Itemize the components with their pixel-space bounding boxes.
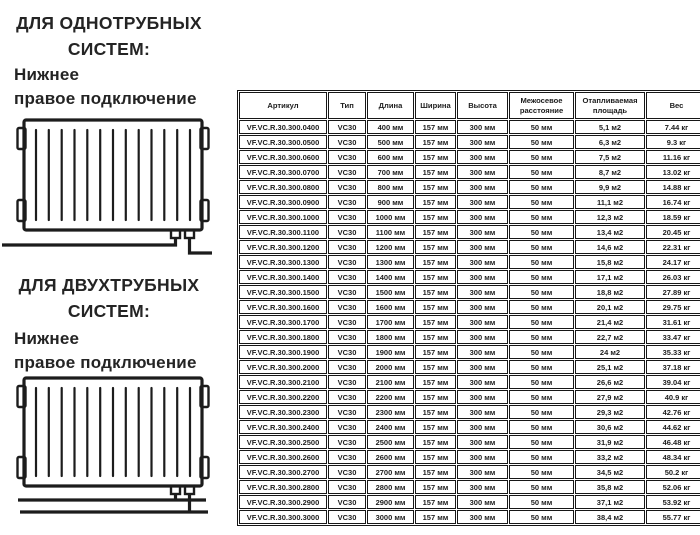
table-cell: 1100 мм — [367, 225, 414, 239]
table-cell: 300 мм — [457, 120, 508, 134]
table-cell: 50 мм — [509, 510, 574, 524]
table-cell: 9,9 м2 — [575, 180, 645, 194]
table-cell: 35.33 кг — [646, 345, 700, 359]
table-cell: VC30 — [328, 390, 366, 404]
table-cell: 50.2 кг — [646, 465, 700, 479]
table-cell: 1800 мм — [367, 330, 414, 344]
table-cell: 50 мм — [509, 360, 574, 374]
table-cell: 27.89 кг — [646, 285, 700, 299]
table-cell: VF.VC.R.30.300.2700 — [239, 465, 327, 479]
table-cell: 300 мм — [457, 420, 508, 434]
table-cell: VF.VC.R.30.300.2600 — [239, 450, 327, 464]
table-row — [239, 150, 700, 164]
table-cell: VF.VC.R.30.300.2500 — [239, 435, 327, 449]
table-cell: 39.04 кг — [646, 375, 700, 389]
table-cell: 300 мм — [457, 180, 508, 194]
table-cell: 50 мм — [509, 345, 574, 359]
table-cell: 25,1 м2 — [575, 360, 645, 374]
table-cell: VC30 — [328, 405, 366, 419]
table-cell: 600 мм — [367, 150, 414, 164]
table-cell: 2000 мм — [367, 360, 414, 374]
table-cell: 50 мм — [509, 225, 574, 239]
section-two-pipe-heading — [0, 272, 218, 324]
table-cell: 157 мм — [415, 165, 456, 179]
table-row — [239, 495, 700, 509]
table-cell: 300 мм — [457, 480, 508, 494]
table-cell: VF.VC.R.30.300.2300 — [239, 405, 327, 419]
table-row — [239, 450, 700, 464]
table-row — [239, 480, 700, 494]
table-cell: 26.03 кг — [646, 270, 700, 284]
table-cell: VC30 — [328, 135, 366, 149]
table-cell: 15,8 м2 — [575, 255, 645, 269]
section-one-pipe-heading — [0, 10, 218, 62]
table-cell: VF.VC.R.30.300.0400 — [239, 120, 327, 134]
subheading-line: правое подключение — [14, 353, 197, 372]
section-one-pipe-subheading — [14, 63, 224, 111]
spec-table-container — [237, 90, 699, 526]
table-cell: 900 мм — [367, 195, 414, 209]
table-cell: 8,7 м2 — [575, 165, 645, 179]
table-cell: VF.VC.R.30.300.1600 — [239, 300, 327, 314]
table-row — [239, 195, 700, 209]
heading-line: ДЛЯ ДВУХТРУБНЫХ — [18, 275, 200, 295]
table-cell: 157 мм — [415, 375, 456, 389]
table-row — [239, 345, 700, 359]
table-cell: VC30 — [328, 465, 366, 479]
table-cell: 300 мм — [457, 510, 508, 524]
table-cell: 44.62 кг — [646, 420, 700, 434]
table-cell: 7.44 кг — [646, 120, 700, 134]
table-cell: 24 м2 — [575, 345, 645, 359]
table-cell: 157 мм — [415, 240, 456, 254]
table-row — [239, 255, 700, 269]
table-cell: 300 мм — [457, 345, 508, 359]
table-cell: 50 мм — [509, 405, 574, 419]
table-cell: 5,1 м2 — [575, 120, 645, 134]
table-cell: VF.VC.R.30.300.1100 — [239, 225, 327, 239]
table-cell: 20,1 м2 — [575, 300, 645, 314]
table-cell: 300 мм — [457, 405, 508, 419]
table-cell: 52.06 кг — [646, 480, 700, 494]
table-row — [239, 225, 700, 239]
table-cell: VC30 — [328, 120, 366, 134]
table-cell: VC30 — [328, 330, 366, 344]
table-row — [239, 120, 700, 134]
table-cell: 157 мм — [415, 210, 456, 224]
table-cell: VF.VC.R.30.300.3000 — [239, 510, 327, 524]
table-cell: VF.VC.R.30.300.2100 — [239, 375, 327, 389]
table-cell: 38,4 м2 — [575, 510, 645, 524]
table-cell: 1300 мм — [367, 255, 414, 269]
table-cell: 500 мм — [367, 135, 414, 149]
table-cell: 37,1 м2 — [575, 495, 645, 509]
table-cell: VC30 — [328, 285, 366, 299]
table-cell: 50 мм — [509, 390, 574, 404]
table-cell: VC30 — [328, 450, 366, 464]
table-cell: 50 мм — [509, 240, 574, 254]
table-row — [239, 330, 700, 344]
table-cell: VC30 — [328, 180, 366, 194]
table-cell: 13.02 кг — [646, 165, 700, 179]
table-row — [239, 285, 700, 299]
table-cell: VF.VC.R.30.300.1400 — [239, 270, 327, 284]
table-cell: 33.47 кг — [646, 330, 700, 344]
table-cell: VF.VC.R.30.300.0500 — [239, 135, 327, 149]
table-cell: 20.45 кг — [646, 225, 700, 239]
table-cell: VF.VC.R.30.300.1000 — [239, 210, 327, 224]
table-cell: 2800 мм — [367, 480, 414, 494]
table-cell: 6,3 м2 — [575, 135, 645, 149]
table-cell: VF.VC.R.30.300.2400 — [239, 420, 327, 434]
table-cell: 157 мм — [415, 120, 456, 134]
column-header-heated-area: Отапливаемая площадь — [575, 92, 645, 119]
table-cell: 31.61 кг — [646, 315, 700, 329]
table-cell: 33,2 м2 — [575, 450, 645, 464]
table-cell: VF.VC.R.30.300.1700 — [239, 315, 327, 329]
table-cell: 2400 мм — [367, 420, 414, 434]
table-cell: 300 мм — [457, 195, 508, 209]
table-cell: 700 мм — [367, 165, 414, 179]
table-cell: 9.3 кг — [646, 135, 700, 149]
table-row — [239, 375, 700, 389]
table-cell: 2500 мм — [367, 435, 414, 449]
column-header-weight: Вес — [646, 92, 700, 119]
table-cell: VC30 — [328, 300, 366, 314]
table-cell: 157 мм — [415, 180, 456, 194]
table-cell: 18.59 кг — [646, 210, 700, 224]
table-cell: 34,5 м2 — [575, 465, 645, 479]
table-cell: 157 мм — [415, 345, 456, 359]
table-row — [239, 360, 700, 374]
table-cell: VF.VC.R.30.300.2200 — [239, 390, 327, 404]
table-cell: 300 мм — [457, 300, 508, 314]
table-cell: 157 мм — [415, 465, 456, 479]
table-cell: VF.VC.R.30.300.0800 — [239, 180, 327, 194]
table-cell: 16.74 кг — [646, 195, 700, 209]
table-cell: 50 мм — [509, 480, 574, 494]
table-cell: 157 мм — [415, 420, 456, 434]
table-cell: 157 мм — [415, 330, 456, 344]
table-cell: 1700 мм — [367, 315, 414, 329]
table-cell: VF.VC.R.30.300.0700 — [239, 165, 327, 179]
section-two-pipe-subheading — [14, 327, 224, 375]
table-cell: 12,3 м2 — [575, 210, 645, 224]
spec-table-body — [239, 120, 700, 524]
table-cell: 157 мм — [415, 225, 456, 239]
table-cell: 50 мм — [509, 270, 574, 284]
table-cell: 300 мм — [457, 315, 508, 329]
table-cell: 53.92 кг — [646, 495, 700, 509]
table-cell: 31,9 м2 — [575, 435, 645, 449]
table-cell: 50 мм — [509, 150, 574, 164]
table-cell: 48.34 кг — [646, 450, 700, 464]
table-row — [239, 135, 700, 149]
table-cell: 300 мм — [457, 435, 508, 449]
table-cell: 14.88 кг — [646, 180, 700, 194]
table-cell: 50 мм — [509, 420, 574, 434]
table-cell: 157 мм — [415, 300, 456, 314]
table-cell: VC30 — [328, 435, 366, 449]
table-cell: 157 мм — [415, 435, 456, 449]
table-cell: VF.VC.R.30.300.0900 — [239, 195, 327, 209]
subheading-line: Нижнее — [14, 65, 80, 84]
table-cell: 30,6 м2 — [575, 420, 645, 434]
table-row — [239, 180, 700, 194]
table-cell: 300 мм — [457, 495, 508, 509]
table-cell: 40.9 кг — [646, 390, 700, 404]
table-cell: 300 мм — [457, 270, 508, 284]
table-cell: VC30 — [328, 255, 366, 269]
table-cell: 50 мм — [509, 165, 574, 179]
table-cell: VF.VC.R.30.300.2900 — [239, 495, 327, 509]
heading-line: СИСТЕМ: — [67, 39, 151, 59]
table-cell: 300 мм — [457, 165, 508, 179]
table-cell: VC30 — [328, 345, 366, 359]
table-row — [239, 300, 700, 314]
specs-table — [237, 90, 700, 526]
table-row — [239, 210, 700, 224]
table-cell: 1200 мм — [367, 240, 414, 254]
table-cell: VC30 — [328, 150, 366, 164]
table-cell: 1500 мм — [367, 285, 414, 299]
table-cell: VC30 — [328, 480, 366, 494]
table-cell: 50 мм — [509, 315, 574, 329]
table-cell: 157 мм — [415, 315, 456, 329]
table-cell: 300 мм — [457, 360, 508, 374]
table-row — [239, 465, 700, 479]
table-cell: VC30 — [328, 270, 366, 284]
table-cell: 157 мм — [415, 495, 456, 509]
table-cell: 50 мм — [509, 450, 574, 464]
table-cell: 11,1 м2 — [575, 195, 645, 209]
column-header-type: Тип — [328, 92, 366, 119]
table-row — [239, 165, 700, 179]
table-cell: 50 мм — [509, 135, 574, 149]
table-cell: 300 мм — [457, 375, 508, 389]
table-cell: 800 мм — [367, 180, 414, 194]
table-cell: 27,9 м2 — [575, 390, 645, 404]
table-cell: 300 мм — [457, 465, 508, 479]
table-cell: 300 мм — [457, 390, 508, 404]
table-cell: 2200 мм — [367, 390, 414, 404]
table-row — [239, 240, 700, 254]
table-cell: 157 мм — [415, 405, 456, 419]
table-cell: 1000 мм — [367, 210, 414, 224]
table-cell: 18,8 м2 — [575, 285, 645, 299]
table-row — [239, 390, 700, 404]
table-cell: VC30 — [328, 315, 366, 329]
table-cell: 50 мм — [509, 330, 574, 344]
table-cell: VC30 — [328, 195, 366, 209]
table-cell: 7,5 м2 — [575, 150, 645, 164]
left-column — [0, 0, 235, 535]
table-cell: 50 мм — [509, 300, 574, 314]
table-cell: 300 мм — [457, 135, 508, 149]
table-cell: 157 мм — [415, 135, 456, 149]
table-cell: 29.75 кг — [646, 300, 700, 314]
table-cell: 300 мм — [457, 285, 508, 299]
table-cell: 50 мм — [509, 255, 574, 269]
table-row — [239, 270, 700, 284]
table-cell: 50 мм — [509, 375, 574, 389]
table-cell: 1600 мм — [367, 300, 414, 314]
table-cell: 400 мм — [367, 120, 414, 134]
two-pipe-radiator-diagram — [0, 372, 235, 527]
table-cell: VC30 — [328, 225, 366, 239]
table-cell: 21,4 м2 — [575, 315, 645, 329]
table-cell: 22.31 кг — [646, 240, 700, 254]
table-cell: 157 мм — [415, 150, 456, 164]
table-cell: VF.VC.R.30.300.1800 — [239, 330, 327, 344]
table-header-row — [239, 92, 700, 119]
table-cell: 157 мм — [415, 195, 456, 209]
table-cell: 157 мм — [415, 255, 456, 269]
table-cell: 300 мм — [457, 240, 508, 254]
table-cell: 50 мм — [509, 210, 574, 224]
table-cell: 29,3 м2 — [575, 405, 645, 419]
table-cell: VC30 — [328, 360, 366, 374]
table-cell: 50 мм — [509, 195, 574, 209]
column-header-length: Длина — [367, 92, 414, 119]
table-cell: VF.VC.R.30.300.1200 — [239, 240, 327, 254]
table-cell: VC30 — [328, 210, 366, 224]
table-cell: 55.77 кг — [646, 510, 700, 524]
table-cell: 50 мм — [509, 120, 574, 134]
single-pipe-radiator-diagram — [0, 108, 235, 258]
table-cell: 50 мм — [509, 435, 574, 449]
table-cell: 13,4 м2 — [575, 225, 645, 239]
table-cell: VC30 — [328, 495, 366, 509]
table-cell: 3000 мм — [367, 510, 414, 524]
table-cell: VF.VC.R.30.300.1900 — [239, 345, 327, 359]
table-row — [239, 510, 700, 524]
column-header-axle-distance: Межосевое расстояние — [509, 92, 574, 119]
table-cell: 1400 мм — [367, 270, 414, 284]
table-cell: 50 мм — [509, 465, 574, 479]
table-cell: 300 мм — [457, 255, 508, 269]
table-cell: 37.18 кг — [646, 360, 700, 374]
column-header-width: Ширина — [415, 92, 456, 119]
table-cell: VF.VC.R.30.300.1300 — [239, 255, 327, 269]
table-cell: VC30 — [328, 165, 366, 179]
subheading-line: правое подключение — [14, 89, 197, 108]
table-cell: VF.VC.R.30.300.2000 — [239, 360, 327, 374]
table-cell: 157 мм — [415, 360, 456, 374]
table-cell: 2700 мм — [367, 465, 414, 479]
table-cell: 157 мм — [415, 390, 456, 404]
table-cell: 2600 мм — [367, 450, 414, 464]
table-cell: 157 мм — [415, 480, 456, 494]
table-cell: 50 мм — [509, 180, 574, 194]
table-cell: 50 мм — [509, 495, 574, 509]
column-header-article: Артикул — [239, 92, 327, 119]
table-cell: 2100 мм — [367, 375, 414, 389]
table-cell: 22,7 м2 — [575, 330, 645, 344]
table-cell: 157 мм — [415, 285, 456, 299]
subheading-line: Нижнее — [14, 329, 80, 348]
table-cell: 11.16 кг — [646, 150, 700, 164]
table-cell: 2900 мм — [367, 495, 414, 509]
table-cell: 300 мм — [457, 330, 508, 344]
table-row — [239, 420, 700, 434]
table-cell: 2300 мм — [367, 405, 414, 419]
table-cell: 42.76 кг — [646, 405, 700, 419]
table-cell: 17,1 м2 — [575, 270, 645, 284]
table-cell: 1900 мм — [367, 345, 414, 359]
table-cell: 157 мм — [415, 270, 456, 284]
table-cell: VF.VC.R.30.300.0600 — [239, 150, 327, 164]
table-cell: 50 мм — [509, 285, 574, 299]
table-cell: 300 мм — [457, 450, 508, 464]
table-cell: 300 мм — [457, 210, 508, 224]
table-cell: 157 мм — [415, 450, 456, 464]
table-cell: VF.VC.R.30.300.1500 — [239, 285, 327, 299]
table-cell: VC30 — [328, 375, 366, 389]
table-cell: 14,6 м2 — [575, 240, 645, 254]
table-cell: 300 мм — [457, 150, 508, 164]
table-cell: 24.17 кг — [646, 255, 700, 269]
heading-line: ДЛЯ ОДНОТРУБНЫХ — [16, 13, 202, 33]
table-cell: 157 мм — [415, 510, 456, 524]
table-cell: VF.VC.R.30.300.2800 — [239, 480, 327, 494]
column-header-height: Высота — [457, 92, 508, 119]
table-cell: VC30 — [328, 420, 366, 434]
table-row — [239, 315, 700, 329]
table-cell: 26,6 м2 — [575, 375, 645, 389]
table-cell: VC30 — [328, 510, 366, 524]
table-row — [239, 435, 700, 449]
table-cell: 35,8 м2 — [575, 480, 645, 494]
table-cell: 300 мм — [457, 225, 508, 239]
heading-line: СИСТЕМ: — [67, 301, 151, 321]
table-row — [239, 405, 700, 419]
table-cell: 46.48 кг — [646, 435, 700, 449]
table-cell: VC30 — [328, 240, 366, 254]
